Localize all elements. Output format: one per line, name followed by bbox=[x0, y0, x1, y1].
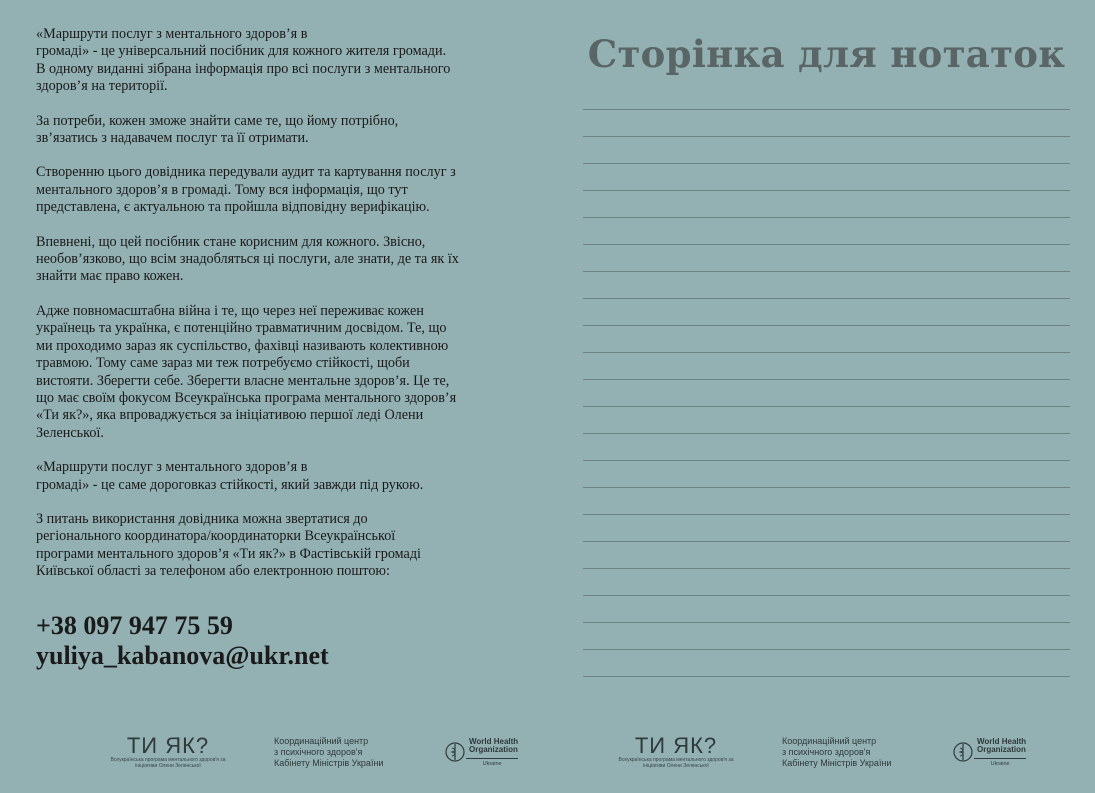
contact-phone[interactable]: +38 097 947 75 59 bbox=[36, 610, 233, 640]
tiyak-logo-text: ТИ ЯК? bbox=[634, 733, 718, 758]
note-line bbox=[583, 568, 1070, 569]
note-line bbox=[583, 379, 1070, 380]
tiyak-logo-subtitle: Всеукраїнська програма ментального здоров'я за ініціативи Олени Зеленської bbox=[618, 757, 734, 769]
tiyak-logo-text: ТИ ЯК? bbox=[126, 733, 210, 758]
note-line bbox=[583, 406, 1070, 407]
notes-title: Сторінка для нотаток bbox=[587, 32, 1066, 76]
coordination-center-logo: Координаційний центр з психічного здоров'я Кабінету Міністрів України bbox=[782, 735, 892, 768]
intro-paragraph-5: Адже повномасштабна війна і те, що через неї переживає кожен українець та українка, є потенційно травматичним досвідом. Те, що ми проходимо зараз як суспільство, фахівці називають колективною травмою. Тому саме зараз ми теж потребуємо стійкості, щоби вистояти. Зберегти себе. Зберегти власне ментальне здоров’я. Це те, що має своїм фокусом Всеукраїнська програма ментального здоров’я «Ти як?», яка впроваджується за ініціативою першої леді Олени Зеленської. bbox=[36, 302, 457, 441]
intro-paragraph-7: З питань використання довідника можна звертатися до регіонального координатора/координаторки Всеукраїнської програми ментального здоров’я «Ти як?» в Фастівській громаді Київської області за телефоном або електронною поштою: bbox=[36, 510, 421, 580]
intro-paragraph-6: «Маршрути послуг з ментального здоров’я в громаді» - це саме дороговказ стійкості, який завжди під рукою. bbox=[36, 459, 424, 493]
note-line bbox=[583, 514, 1070, 515]
contact-block bbox=[36, 611, 536, 671]
note-line bbox=[583, 676, 1070, 677]
note-line bbox=[583, 595, 1070, 596]
intro-paragraph-2: За потреби, кожен зможе знайти саме те, що йому потрібно, зв’язатись з надавачем послуг та її отримати. bbox=[36, 112, 399, 147]
note-line bbox=[583, 622, 1070, 623]
contact-email[interactable]: yuliya_kabanova@ukr.net bbox=[36, 640, 329, 670]
who-emblem-icon bbox=[952, 741, 974, 763]
intro-paragraph-1: «Маршрути послуг з ментального здоров’я в громаді» - це універсальний посібник для кожного жителя громади. В одному виданні зібрана інформація про всі послуги з ментального здоров’я на території. bbox=[36, 26, 451, 95]
who-emblem-icon bbox=[444, 741, 466, 763]
who-logo-text: World Health Organization bbox=[469, 736, 519, 754]
footer-left bbox=[108, 724, 518, 780]
note-line bbox=[583, 460, 1070, 461]
footer-right bbox=[616, 724, 1026, 780]
note-line bbox=[583, 352, 1070, 353]
coordination-center-logo: Координаційний центр з психічного здоров'я Кабінету Міністрів України bbox=[274, 735, 384, 768]
note-line bbox=[583, 244, 1070, 245]
intro-paragraph-4: Впевнені, що цей посібник стане корисним для кожного. Звісно, необов’язково, що всім знадобляться ці послуги, але знати, де та як їх знайти має право кожен. bbox=[36, 233, 459, 285]
tiyak-logo-subtitle: Всеукраїнська програма ментального здоров'я за ініціативи Олени Зеленської bbox=[110, 757, 226, 769]
note-line bbox=[583, 325, 1070, 326]
note-line bbox=[583, 433, 1070, 434]
note-line bbox=[583, 217, 1070, 218]
who-logo-country: Ukraine bbox=[466, 758, 518, 767]
note-line bbox=[583, 649, 1070, 650]
note-line bbox=[583, 271, 1070, 272]
note-line bbox=[583, 109, 1070, 110]
note-line bbox=[583, 298, 1070, 299]
note-line bbox=[583, 136, 1070, 137]
who-logo-text: World Health Organization bbox=[977, 736, 1027, 754]
note-line bbox=[583, 163, 1070, 164]
note-line bbox=[583, 190, 1070, 191]
tiyak-logo bbox=[616, 735, 736, 769]
note-line bbox=[583, 487, 1070, 488]
who-logo bbox=[952, 738, 1026, 767]
tiyak-logo bbox=[108, 735, 228, 769]
intro-column bbox=[36, 26, 536, 671]
note-line bbox=[583, 541, 1070, 542]
who-logo-country: Ukraine bbox=[974, 758, 1026, 767]
notes-column bbox=[583, 26, 1070, 76]
who-logo bbox=[444, 738, 518, 767]
intro-paragraph-3: Створенню цього довідника передували аудит та картування послуг з ментального здоров’я в громаді. Тому вся інформація, що тут представлена, є актуальною та пройшла відповідну верифікацію. bbox=[36, 164, 456, 216]
